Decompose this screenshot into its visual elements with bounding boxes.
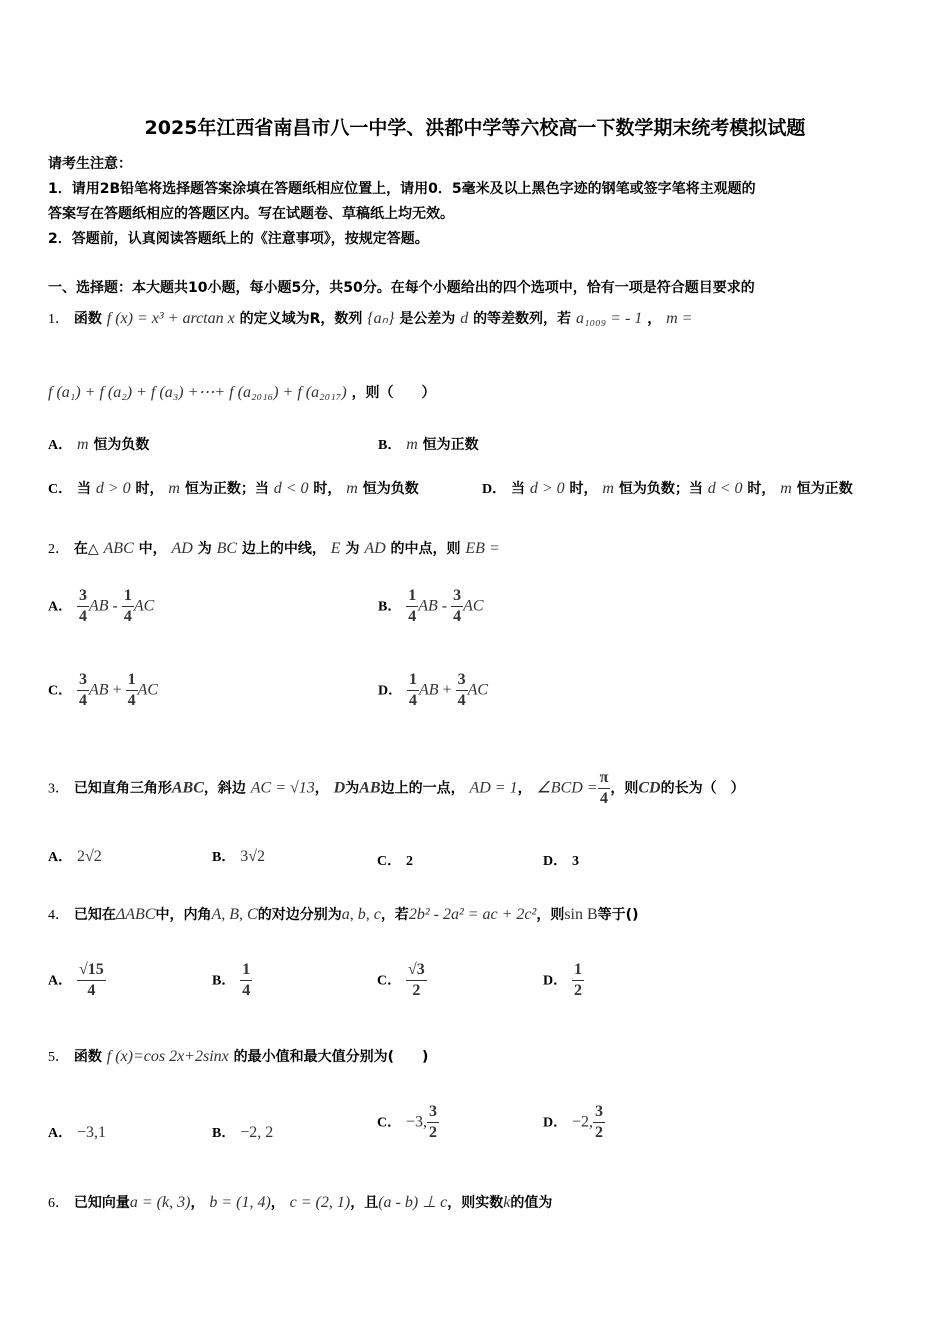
q4-option-a[interactable]	[48, 960, 106, 1001]
q6-condition: (a - b) ⊥ c	[378, 1194, 448, 1211]
q6-vector-a: a = (k, 3)	[129, 1194, 191, 1211]
q5-option-d[interactable]	[543, 1102, 605, 1143]
q2-a-label: A．	[48, 599, 73, 615]
q5-function: f (x)=cos 2x+2sinx	[106, 1048, 229, 1065]
q2-eb: EB =	[465, 540, 500, 557]
q3-option-b[interactable]	[212, 846, 265, 866]
q1-text-6: ，则（ ）	[351, 385, 436, 401]
q2-t4: 边上的中线，	[241, 541, 326, 557]
q4-t4: ，若	[380, 907, 409, 923]
q5-a-val: −3,1	[77, 1124, 107, 1141]
notice-line-1a: 1．请用2B铅笔将选择题答案涂填在答题纸相应位置上，请用0．5毫米及以上黑色字迹的钢笔或签字笔将主观题的	[48, 181, 756, 197]
q4-tri: ΔABC	[115, 906, 156, 923]
q6-t2: ，	[190, 1195, 205, 1211]
q5-d-pre: −2,	[572, 1113, 594, 1131]
q4-t5: ，则	[536, 907, 565, 923]
q2-c-frac1: $\frac{3}{4}$	[79, 671, 87, 709]
q1-text-1: 函数	[73, 311, 102, 327]
q1-text-4: 的等差数列，若	[473, 311, 572, 327]
q6-k: k	[503, 1194, 511, 1211]
q6-vector-c: c = (2, 1)	[289, 1194, 351, 1211]
q1-d-t4: 时，	[747, 481, 776, 497]
q3-ad: AD = 1	[469, 779, 518, 797]
q1-d-m2: m	[780, 480, 792, 497]
q6-t1: 已知向量	[73, 1195, 130, 1211]
q2-a-v2: AC	[133, 597, 155, 615]
q4-option-d[interactable]	[543, 960, 584, 1001]
q1-c-d2: d < 0	[273, 480, 309, 497]
q3-c-val: 2	[406, 854, 413, 869]
q5-b-label: B．	[212, 1126, 236, 1141]
q2-bc: BC	[216, 540, 238, 557]
q1-function: f (x) = x³ + arctan x	[106, 310, 235, 327]
q2-b-v2: AC	[463, 597, 484, 615]
q3-c-label: C．	[377, 854, 402, 869]
q4-t3: 的对边分别为	[257, 907, 342, 923]
q1-option-b[interactable]	[378, 434, 479, 454]
q2-c-v2: AC	[137, 681, 159, 699]
q1-d-t1: 当	[511, 481, 525, 497]
q3-b-val: 3√2	[240, 848, 265, 865]
q3-cd: CD	[638, 779, 661, 797]
q4-number: 4．	[48, 908, 69, 923]
q1-d-t2: 时，	[569, 481, 598, 497]
q2-number: 2．	[48, 542, 69, 557]
q4-a-label: A．	[48, 973, 73, 989]
question-5	[48, 1046, 428, 1066]
q6-t3: ，	[270, 1195, 285, 1211]
q4-option-b[interactable]	[212, 960, 252, 1001]
q2-t2: 中，	[138, 541, 167, 557]
q4-c-frac: $\frac{√3}{2}$	[408, 961, 425, 999]
q2-abc: ABC	[103, 540, 134, 557]
q5-number: 5．	[48, 1050, 69, 1065]
q2-e: E	[330, 540, 341, 557]
q4-c-label: C．	[377, 973, 402, 989]
q5-b-val: −2, 2	[240, 1124, 274, 1141]
q1-c-t4: 时，	[313, 481, 342, 497]
q3-option-d[interactable]	[543, 850, 579, 870]
q2-t6: 的中点，则	[390, 541, 461, 557]
q2-ad2: AD	[364, 540, 386, 557]
q3-t1: 已知直角三角形	[73, 780, 172, 797]
q6-vector-b: b = (1, 4)	[209, 1194, 271, 1211]
q1-text-5: ，	[647, 311, 662, 327]
q1-c-t5: 恒为负数	[362, 481, 419, 497]
q4-sides: a, b, c	[341, 906, 381, 923]
q5-option-c[interactable]	[377, 1102, 439, 1143]
q1-option-a[interactable]	[48, 434, 149, 454]
q1-a-label: A．	[48, 438, 73, 453]
q5-a-label: A．	[48, 1126, 73, 1141]
q4-abc: A, B, C	[211, 906, 258, 923]
q1-b-label: B．	[378, 438, 402, 453]
q1-c-m1: m	[168, 480, 180, 497]
q2-option-d[interactable]	[378, 670, 488, 711]
q2-d-v1: AB	[419, 681, 439, 699]
q4-d-label: D．	[543, 973, 568, 989]
q6-t6: 的值为	[510, 1195, 553, 1211]
question-1	[48, 308, 692, 328]
q1-d: d	[460, 310, 469, 327]
q5-c-pre: −3,	[406, 1113, 428, 1131]
q1-c-t3: 恒为正数；当	[184, 481, 269, 497]
q2-c-op: +	[108, 681, 126, 699]
q3-d: D	[333, 779, 346, 797]
question-3	[48, 768, 745, 809]
q3-t7: ，则	[610, 780, 639, 797]
q4-option-c[interactable]	[377, 960, 427, 1001]
q3-a-label: A．	[48, 850, 73, 865]
q3-t8: 的长为（ ）	[660, 780, 745, 797]
section-heading: 一、选择题：本大题共10小题，每小题5分，共50分。在每个小题给出的四个选项中，恰有一项是符合题目要求的	[48, 280, 755, 296]
q3-number: 3．	[48, 781, 69, 797]
q2-a-op: -	[108, 597, 122, 615]
q2-d-frac2: $\frac{3}{4}$	[457, 671, 466, 709]
q3-t3: ，	[314, 780, 329, 797]
q1-sequence: {aₙ}	[367, 310, 395, 327]
q1-d-label: D．	[482, 482, 507, 497]
question-6	[48, 1192, 552, 1212]
q2-c-v1: AB	[89, 681, 109, 699]
q5-c-frac: $\frac{3}{2}$	[429, 1103, 438, 1141]
q5-c-label: C．	[377, 1115, 402, 1131]
q1-d-d1: d > 0	[529, 480, 565, 497]
q2-c-frac2: $\frac{1}{4}$	[127, 671, 136, 709]
q1-b-text: 恒为正数	[422, 437, 479, 453]
page-title: 2025年江西省南昌市八一中学、洪都中学等六校高一下数学期末统考模拟试题	[144, 117, 806, 139]
q3-d-val: 3	[572, 854, 579, 869]
q2-b-op: -	[437, 597, 452, 615]
q1-d-t5: 恒为正数	[796, 481, 853, 497]
q1-c-m2: m	[346, 480, 358, 497]
q3-pi-frac: $\frac{\pi}{4}$	[599, 769, 609, 807]
notice-line-1b: 答案写在答题纸相应的答题区内。写在试题卷、草稿纸上均无效。	[48, 206, 454, 222]
q3-d-label: D．	[543, 854, 568, 869]
q2-a-v1: AB	[89, 597, 109, 615]
q1-d-m1: m	[602, 480, 614, 497]
q1-b-m: m	[406, 436, 418, 453]
q1-d-d2: d < 0	[707, 480, 743, 497]
q1-m: m =	[666, 310, 693, 327]
q2-a-frac1: $\frac{3}{4}$	[79, 587, 87, 625]
notice-line-2: 2．答题前，认真阅读答题纸上的《注意事项》，按规定答题。	[48, 231, 429, 247]
q3-angle: ∠BCD =	[536, 779, 598, 797]
q2-b-frac2: $\frac{3}{4}$	[453, 587, 462, 625]
q3-t2: ，斜边	[203, 780, 246, 797]
q4-d-frac: $\frac{1}{2}$	[574, 961, 582, 999]
q1-option-c[interactable]	[48, 478, 419, 498]
q5-t1: 函数	[73, 1049, 102, 1065]
q3-abc: ABC	[171, 779, 204, 797]
q2-t1: 在△	[73, 541, 99, 557]
q3-b-label: B．	[212, 850, 236, 865]
q1-a1009: a₁₀₀₉ = - 1	[575, 310, 643, 327]
q4-t6: 等于()	[597, 907, 639, 923]
q6-number: 6．	[48, 1196, 69, 1211]
q2-option-a[interactable]	[48, 586, 154, 627]
q4-a-frac: $\frac{√15}{4}$	[79, 961, 104, 999]
notice-heading: 请考生注意：	[48, 156, 132, 172]
q6-t4: ，且	[350, 1195, 379, 1211]
q5-t2: 的最小值和最大值分别为( )	[233, 1049, 429, 1065]
q3-t6: ，	[517, 780, 532, 797]
question-1-sum	[48, 382, 436, 402]
q4-t1: 已知在	[73, 907, 116, 923]
q3-a-val: 2√2	[77, 848, 102, 865]
q5-option-a[interactable]	[48, 1122, 106, 1142]
q5-d-frac: $\frac{3}{2}$	[595, 1103, 604, 1141]
q4-b-label: B．	[212, 973, 236, 989]
q3-ab: AB	[359, 779, 381, 797]
q3-option-c[interactable]	[377, 850, 413, 870]
q3-option-a[interactable]	[48, 846, 102, 866]
q4-t2: 中，内角	[155, 907, 212, 923]
q1-text-2: 的定义域为R，数列	[239, 311, 363, 327]
q1-c-label: C．	[48, 482, 73, 497]
q2-option-b[interactable]	[378, 586, 484, 627]
q2-d-op: +	[438, 681, 456, 699]
q1-a-text: 恒为负数	[93, 437, 150, 453]
q2-b-v1: AB	[418, 597, 438, 615]
q5-d-label: D．	[543, 1115, 568, 1131]
q1-option-d[interactable]	[482, 478, 853, 498]
q1-d-t3: 恒为负数；当	[618, 481, 703, 497]
q3-ac: AC = √13	[250, 779, 315, 797]
q2-b-label: B．	[378, 599, 402, 615]
q1-c-d1: d > 0	[95, 480, 131, 497]
q2-ad: AD	[171, 540, 193, 557]
q6-t5: ，则实数	[447, 1195, 504, 1211]
q2-option-c[interactable]	[48, 670, 158, 711]
q2-c-label: C．	[48, 683, 73, 699]
q1-text-3: 是公差为	[399, 311, 456, 327]
question-4	[48, 904, 638, 924]
q2-d-v2: AC	[467, 681, 489, 699]
q1-c-t2: 时，	[135, 481, 164, 497]
q1-c-t1: 当	[77, 481, 91, 497]
q4-b-frac: $\frac{1}{4}$	[242, 961, 251, 999]
q1-number: 1．	[48, 312, 69, 327]
q2-d-frac1: $\frac{1}{4}$	[409, 671, 417, 709]
q2-t3: 为	[197, 541, 212, 557]
q4-sinb: sin B	[564, 906, 598, 923]
q3-t4: 为	[345, 780, 360, 797]
q2-a-frac2: $\frac{1}{4}$	[123, 587, 132, 625]
q5-option-b[interactable]	[212, 1122, 273, 1142]
q1-a-m: m	[77, 436, 89, 453]
q2-b-frac1: $\frac{1}{4}$	[408, 587, 417, 625]
q3-t5: 边上的一点，	[380, 780, 465, 797]
q4-eq: 2b² - 2a² = ac + 2c²	[408, 906, 537, 923]
q1-sum: f (a₁) + f (a₂) + f (a₃) +⋯+ f (a₂₀₁₆) + f (a₂₀₁₇)	[48, 384, 347, 401]
question-2	[48, 538, 500, 558]
q2-d-label: D．	[378, 683, 403, 699]
q2-t5: 为	[345, 541, 360, 557]
